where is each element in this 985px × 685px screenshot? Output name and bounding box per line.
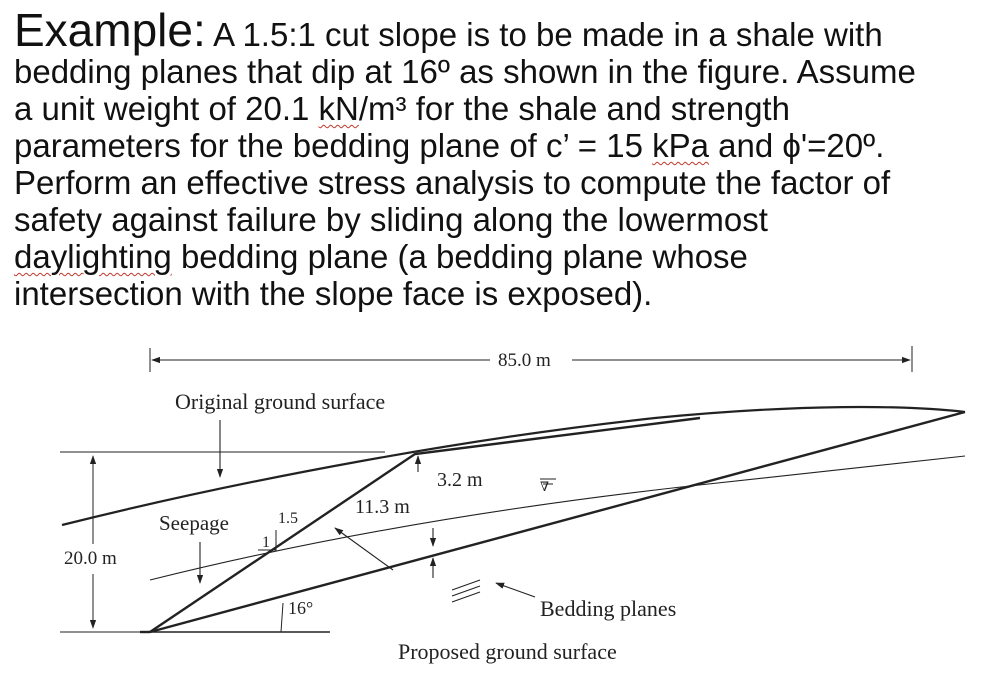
bedding-planes-label: Bedding planes bbox=[540, 596, 677, 621]
problem-line-4b: kPa bbox=[652, 127, 709, 164]
problem-line-7a: daylighting bbox=[14, 238, 172, 275]
height-dimension-label: 20.0 m bbox=[64, 548, 117, 569]
water-table-line bbox=[150, 456, 965, 580]
bedding-hatch-1 bbox=[452, 580, 480, 590]
original-ground-label: Original ground surface bbox=[175, 389, 386, 414]
problem-line-6: safety against failure by sliding along the lowermost bbox=[14, 201, 768, 238]
problem-line-4 bbox=[14, 127, 979, 164]
bedding-hatch-3 bbox=[452, 592, 480, 602]
problem-intro: A 1.5:1 cut slope is to be made in a shale with bbox=[205, 16, 883, 53]
problem-line-2: bedding planes that dip at 16º as shown in the figure. Assume bbox=[14, 53, 916, 90]
bedding-pointer-arrow bbox=[496, 583, 535, 597]
problem-line-1 bbox=[14, 4, 979, 56]
seepage-label: Seepage bbox=[159, 511, 229, 535]
problem-line-3 bbox=[14, 90, 979, 127]
problem-line-7b: bedding plane (a bedding plane whose bbox=[171, 238, 748, 275]
original-ground-line bbox=[62, 407, 965, 525]
dip-angle-label: 16° bbox=[288, 598, 314, 618]
problem-statement bbox=[14, 4, 979, 312]
problem-line-3a: a unit weight of 20.1 bbox=[14, 90, 319, 127]
example-label: Example: bbox=[14, 4, 206, 56]
problem-line-4a: parameters for the bedding plane of c’ = 15 bbox=[14, 127, 653, 164]
depth-label-2: 11.3 m bbox=[355, 496, 410, 518]
proposed-ground-label: Proposed ground surface bbox=[398, 639, 617, 664]
problem-line-3b: kN bbox=[318, 90, 359, 127]
problem-line-7 bbox=[14, 238, 979, 275]
slope-ratio-vertical: 1.5 bbox=[278, 510, 298, 527]
dip-angle-arc bbox=[281, 603, 283, 632]
slope-diagram bbox=[0, 330, 985, 685]
bedding-hatch-2 bbox=[452, 586, 480, 596]
problem-line-3c: /m³ for the shale and strength bbox=[358, 90, 790, 127]
problem-line-8: intersection with the slope face is exposed). bbox=[14, 275, 653, 312]
width-dimension-label: 85.0 m bbox=[498, 350, 551, 371]
slope-ratio-horizontal: 1 bbox=[262, 534, 270, 551]
depth-label-1: 3.2 m bbox=[437, 469, 483, 491]
water-table-symbol: ∇ bbox=[540, 479, 550, 494]
problem-line-4c: and ϕ'=20º. bbox=[708, 127, 885, 164]
problem-line-5: Perform an effective stress analysis to compute the factor of bbox=[14, 164, 891, 201]
